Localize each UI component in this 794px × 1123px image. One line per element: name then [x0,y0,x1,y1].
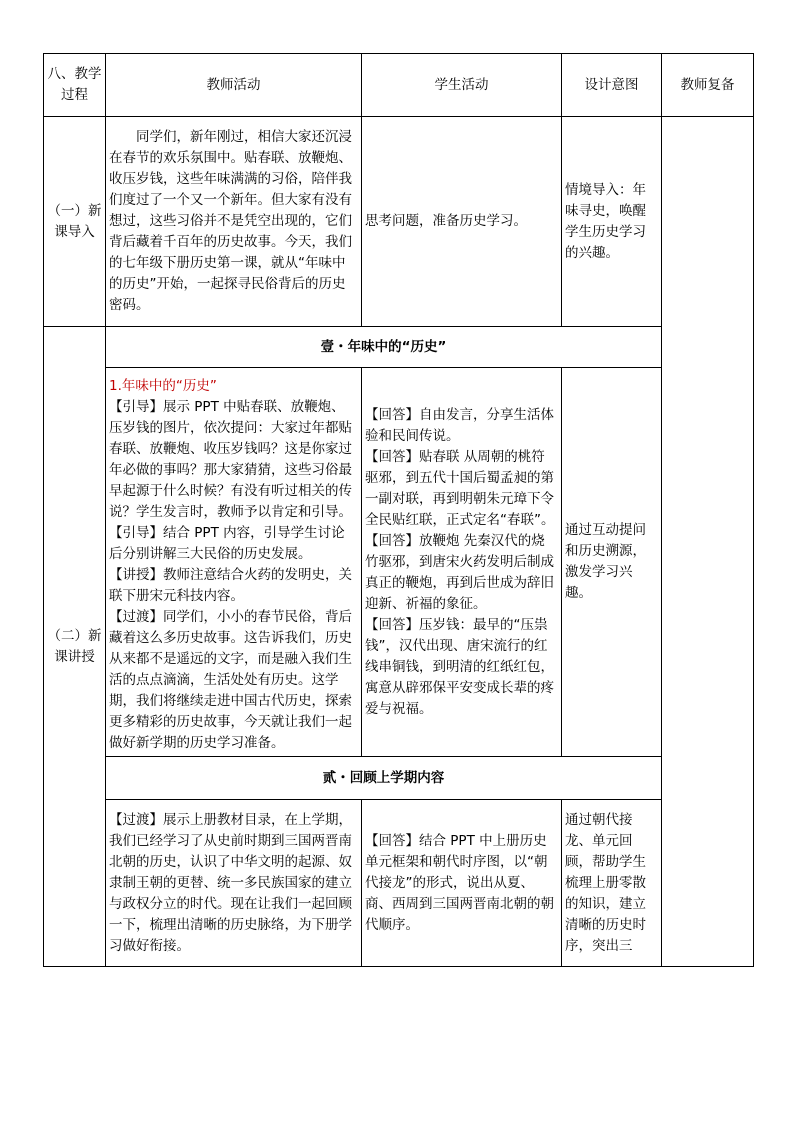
header-design-intent: 设计意图 [562,54,662,117]
section1-title: 壹・年味中的“历史” [106,327,662,368]
section1-teacher-para: 【引导】结合 PPT 内容，引导学生讨论后分别讲解三大民俗的历史发展。 [109,525,345,562]
section1-teacher-para: 【过渡】同学们，小小的春节民俗，背后藏着这么多历史故事。这告诉我们，历史从来都不是遥远的文字，而是融入我们生活的点点滴滴，生活处处有历史。这学期，我们将继续走进中国古代历史，探索更多精彩的历史故事，今天就让我们一起做好新学期的历史学习准备。 [109,609,352,751]
teacher-review-column [662,117,754,967]
stage1-teacher-text: 同学们，新年刚过，相信大家还沉浸在春节的欢乐氛围中。贴春联、放鞭炮、收压岁钱，这些年味满满的习俗，陪伴我们度过了一个又一个新年。但大家有没有想过，这些习俗并不是凭空出现的，它们背后藏着千百年的历史故事。今天，我们的七年级下册历史第一课，就从“年味中的历史”开始，一起探寻民俗背后的历史密码。 [106,117,362,327]
lesson-plan-table [43,53,754,967]
header-row [44,54,754,117]
section2-teacher-text: 【过渡】展示上册教材目录，在上学期，我们已经学习了从史前时期到三国两晋南北朝的历史，认识了中华文明的起源、奴隶制王朝的更替、统一多民族国家的建立与政权分立的时代。现在让我们一起回顾一下，梳理出清晰的历史脉络，为下册学习做好衔接。 [106,800,362,967]
stage1-row [44,117,754,327]
header-stage: 八、教学过程 [44,54,106,117]
section2-content-row [44,800,754,967]
section2-student-text: 【回答】结合 PPT 中上册历史单元框架和朝代时序图，以“朝代接龙”的形式，说出从夏、商、西周到三国两晋南北朝的朝代顺序。 [362,800,562,967]
section2-design-text: 通过朝代接龙、单元回顾，帮助学生梳理上册零散的知识，建立清晰的历史时序，突出三 [562,800,662,967]
section1-content-row [44,368,754,757]
section1-teacher-para: 【讲授】教师注意结合火药的发明史，关联下册宋元科技内容。 [109,567,352,604]
header-teacher-activity: 教师活动 [106,54,362,117]
header-teacher-review: 教师复备 [662,54,754,117]
section1-student-para: 【回答】压岁钱：最早的“压祟钱”，汉代出现、唐宋流行的红线串铜钱，到明清的红纸红包，寓意从辟邪保平安变成长辈的疼爱与祝福。 [365,616,554,717]
section1-student-para: 【回答】放鞭炮 先秦汉代的烧竹驱邪，到唐宋火药发明后制成真正的鞭炮，再到后世成为辞旧迎新、祈福的象征。 [365,532,554,612]
section2-title: 贰・回顾上学期内容 [106,757,662,800]
section1-student-cell [362,368,562,757]
section1-design-text: 通过互动提问和历史溯源，激发学习兴趣。 [562,368,662,757]
section2-row [44,757,754,800]
section1-teacher-para: 【引导】展示 PPT 中贴春联、放鞭炮、压岁钱的图片，依次提问：大家过年都贴春联、放鞭炮、收压岁钱吗？这是你家过年必做的事吗？那大家猜猜，这些习俗最早起源于什么时候？有没有听过相关的传说？学生发言时，教师予以肯定和引导。 [109,399,352,520]
section1-student-para: 【回答】贴春联 从周朝的桃符驱邪，到五代十国后蜀孟昶的第一副对联，再到明朝朱元璋下令全民贴红联，正式定名“春联”。 [365,448,555,528]
section1-subtitle: 1.年味中的“历史” [109,378,217,394]
stage1-student-text: 思考问题，准备历史学习。 [362,117,562,327]
stage1-label: （一）新课导入 [44,117,106,327]
header-student-activity: 学生活动 [362,54,562,117]
stage2-label: （二）新课讲授 [44,327,106,967]
section1-student-para: 【回答】自由发言，分享生活体验和民间传说。 [365,406,554,444]
section1-row [44,327,754,368]
stage1-design-text: 情境导入：年味寻史，唤醒学生历史学习的兴趣。 [562,117,662,327]
section1-teacher-cell [106,368,362,757]
